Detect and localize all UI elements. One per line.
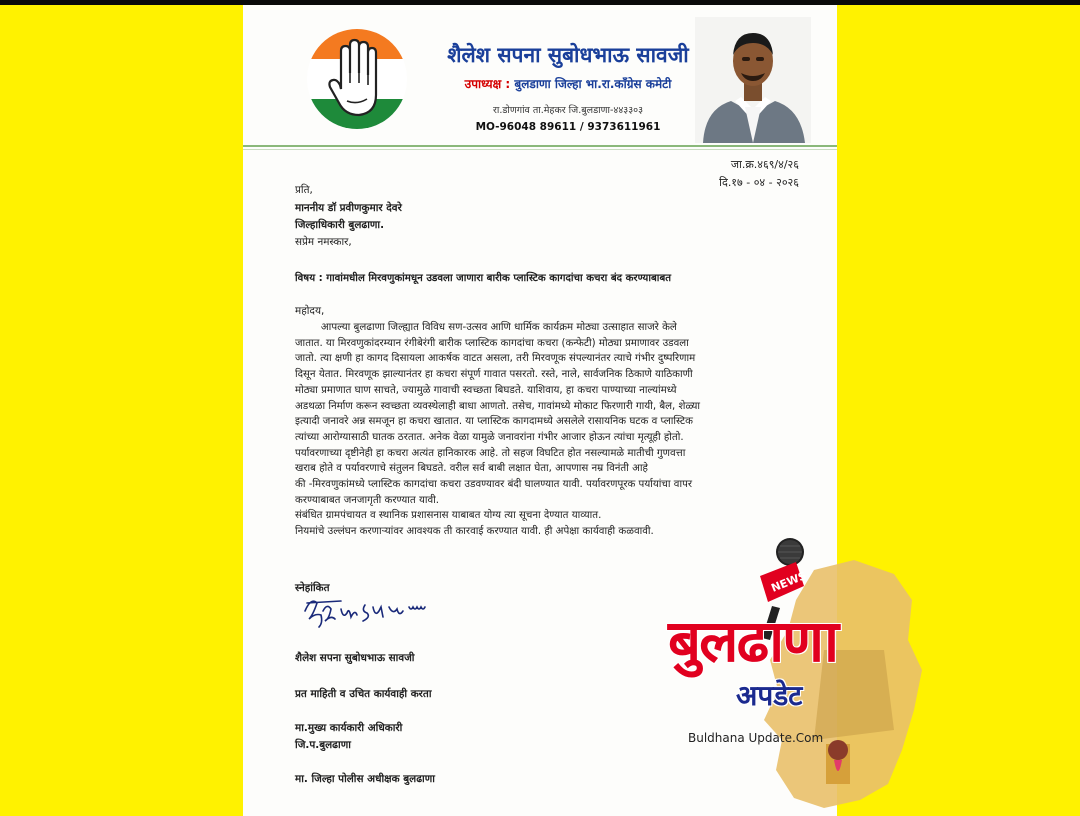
brand-main-text: बुलढाणा bbox=[668, 607, 838, 675]
designation-label: उपाध्यक्ष : bbox=[464, 77, 511, 91]
letterhead-name: शैलेश सपना सुबोधभाऊ सावजी bbox=[447, 43, 689, 67]
copy-recipient-1: मा.मुख्य कार्यकारी अधिकारी bbox=[295, 722, 403, 734]
handwritten-signature bbox=[301, 589, 441, 633]
body-line: संबंधित ग्रामपंचायत व स्थानिक प्रशासनास याबाबत योग्य त्या सूचना देण्यात याव्यात. bbox=[295, 510, 602, 522]
closing-snehankit: स्नेहांकित bbox=[295, 582, 330, 594]
brand-site-text: Buldhana Update.Com bbox=[688, 731, 824, 745]
brand-sub-text: अपडेट bbox=[736, 679, 803, 712]
body-line: पर्यावरणाच्या दृष्टीनेही हा कचरा अत्यंत हानिकारक आहे. तो सहज विघटित होत नसल्यामळे मातीची गुणवत्ता bbox=[295, 447, 686, 459]
body-line: खराब होते व पर्यावरणाचे संतुलन बिघडते. वरील सर्व बाबी लक्षात घेता, आपणास नम्र विनंती आहे bbox=[295, 463, 648, 475]
body-line: त्यांच्या आरोग्यासाठी घातक ठरतात. अनेक वेळा यामुळे जनावरांना गंभीर आजार होऊन त्यांचा मृत्यूही होतो. bbox=[295, 431, 684, 443]
designation-text: बुलडाणा जिल्हा भा.रा.कॉंग्रेस कमेटी bbox=[514, 77, 672, 91]
copy-recipient-3: मा. जिल्हा पोलीस अधीक्षक बुलढाणा bbox=[295, 773, 435, 785]
portrait-photo bbox=[695, 17, 811, 143]
body-line: इत्यादी जनावरे अन्न समजून हा कचरा खातात. या प्लास्टिक कागदामध्ये असलेले रासायनिक घटक व प्लास्टिक bbox=[295, 416, 693, 428]
body-line: अडथळा निर्माण करून स्वच्छता व्यवस्थेलाही बाधा आणतो. तसेच, गावांमध्ये मोकाट फिरणारी गायी, बैल, शेळ्या bbox=[295, 400, 701, 412]
letterhead-mobile: MO-96048 89611 / 9373611961 bbox=[475, 121, 661, 133]
body-line: जातो. त्या क्षणी हा कागद दिसायला आकर्षक वाटत असला, तरी मिरवणूक संपल्यानंतर त्याचे गंभीर दुष्परिणाम bbox=[295, 353, 696, 365]
reference-number: जा.क्र.४६९/४/२६ bbox=[730, 158, 799, 171]
signer-name: शैलेश सपना सुबोधभाऊ सावजी bbox=[295, 652, 415, 664]
copy-heading: प्रत माहिती व उचित कार्यवाही करता bbox=[295, 688, 432, 700]
reference-date: दि.१७ - ०४ - २०२६ bbox=[719, 176, 799, 189]
body-line: नियमांचे उल्लंघन करणाऱ्यांवर आवश्यक ती कारवाई करण्यात यावी. ही अपेक्षा कार्यवाही कळवावी. bbox=[295, 526, 654, 538]
body-line: दिसून येतात. मिरवणूक झाल्यानंतर हा कचरा संपूर्ण गावात पसरतो. रस्ते, नाले, सार्वजनिक ठिकाणे याठिकाणी bbox=[295, 369, 693, 381]
congress-hand-logo bbox=[305, 23, 409, 135]
body-line: करण्याबाबत जनजागृती करण्यात यावी. bbox=[295, 494, 440, 506]
letter-body bbox=[295, 320, 795, 540]
body-line: की -मिरवणुकांमध्ये प्लास्टिक कागदांचा कचरा उडवण्यावर बंदी घालण्यात यावी. पर्यावरणपूरक पर्यायांचा वापर bbox=[295, 479, 693, 491]
body-line: आपल्या बुलढाणा जिल्ह्यात विविध सण-उत्सव आणि धार्मिक कार्यक्रम मोठ्या उत्साहात साजरे केले bbox=[295, 322, 677, 333]
letterhead-designation bbox=[428, 75, 708, 92]
news-tag: NEWS bbox=[769, 569, 809, 595]
greeting: सप्रेम नमस्कार, bbox=[295, 236, 352, 248]
body-line: जातात. या मिरवणुकांदरम्यान रंगीबेरंगी बारीक प्लास्टिक कागदांचा कचरा (कन्फेटी) मोठ्या प्रमाणावर उडवला bbox=[295, 337, 689, 349]
recipient-office: जिल्हाधिकारी बुलढाणा. bbox=[295, 219, 385, 231]
letterhead-rule-thin bbox=[243, 149, 837, 150]
copy-recipient-2: जि.प.बुलढाणा bbox=[295, 739, 351, 751]
subject-line: विषय : गावांमधील मिरवणुकांमधून उडवला जाणारा बारीक प्लास्टिक कागदांचा कचरा बंद करण्याबाबत bbox=[295, 273, 672, 284]
letterhead-rule bbox=[243, 145, 837, 147]
recipient-name: माननीय डॉ प्रवीणकुमार देवरे bbox=[295, 202, 402, 214]
letterhead-address: रा.डोणगांव ता.मेहकर जि.बुलडाणा-४४३३०३ bbox=[492, 105, 644, 116]
salutation: महोदय, bbox=[295, 305, 325, 317]
recipient-prati: प्रति, bbox=[295, 184, 313, 196]
body-line: मोठ्या प्रमाणात घाण साचते, ज्यामुळे गावाची स्वच्छता बिघडते. याशिवाय, हा कचरा पाण्याच्या नाल्यांमध्ये bbox=[295, 384, 677, 396]
